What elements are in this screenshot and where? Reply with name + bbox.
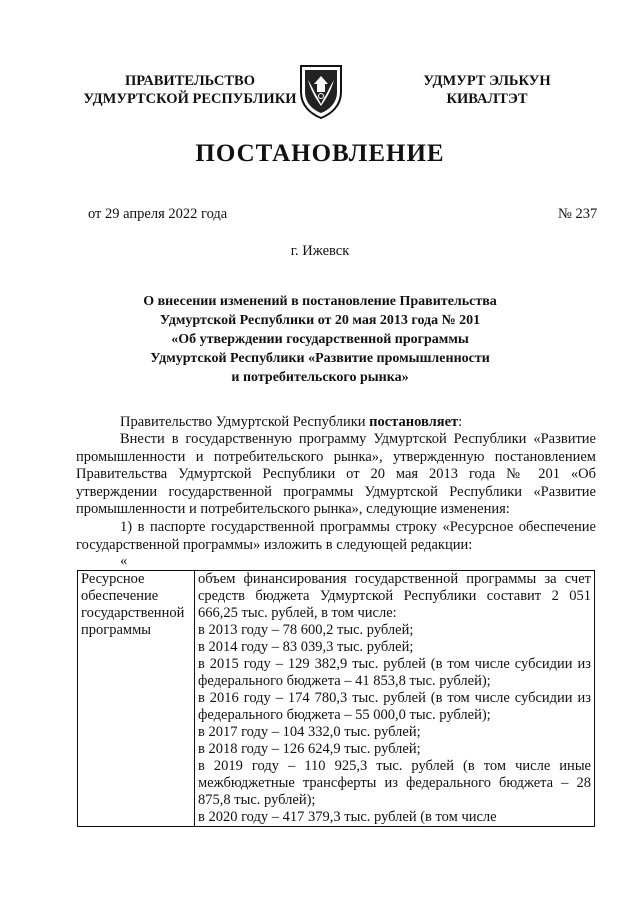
government-name-ru bbox=[60, 72, 320, 108]
government-name-udm-line2: КИВАЛТЭТ bbox=[446, 91, 528, 107]
table-line: в 2017 году – 104 332,0 тыс. рублей; bbox=[198, 724, 421, 740]
resolution-keyword: постановляет bbox=[369, 414, 459, 430]
table-line: в 2014 году – 83 039,3 тыс. рублей; bbox=[198, 639, 414, 655]
document-city: г. Ижевск bbox=[290, 243, 350, 259]
subject-line: О внесении изменений в постановление Правительства bbox=[143, 294, 497, 309]
document-number: № 237 bbox=[558, 206, 598, 222]
subject-line: и потребительского рынка» bbox=[231, 370, 409, 385]
document-subject bbox=[60, 292, 580, 387]
resolution-colon: : bbox=[458, 414, 463, 430]
government-name-udm bbox=[392, 72, 582, 108]
government-name-line1: ПРАВИТЕЛЬСТВО bbox=[125, 73, 255, 89]
document-date: от 29 апреля 2022 года bbox=[88, 206, 228, 222]
table-line: в 2015 году – 129 382,9 тыс. рублей (в том числе субсидии из федерального бюджета – 41 853,8 тыс. рублей); bbox=[198, 656, 591, 689]
quote-open: « bbox=[120, 553, 128, 569]
table-row bbox=[78, 571, 595, 827]
resolution-paragraph bbox=[76, 414, 596, 432]
table-cell-label: Ресурсное обеспечение государственной программы bbox=[78, 571, 195, 827]
table-line: в 2013 году – 78 600,2 тыс. рублей; bbox=[198, 622, 414, 638]
table-line: в 2016 году – 174 780,3 тыс. рублей (в том числе субсидии из федерального бюджета – 55 000,0 тыс. рублей); bbox=[198, 690, 591, 723]
coat-of-arms-icon bbox=[298, 62, 344, 120]
table-line: объем финансирования государственной программы за счет средств бюджета Удмуртской Республики составит 2 051 666,25 тыс. рублей, в том числе: bbox=[198, 571, 591, 621]
table-line: в 2019 году – 110 925,3 тыс. рублей (в том числе иные межбюджетные трансферты из федерального бюджета – 28 875,8 тыс. рублей); bbox=[198, 758, 591, 808]
resource-table bbox=[77, 570, 595, 827]
subject-line: Удмуртской Республики «Развитие промышленности bbox=[150, 351, 490, 366]
subject-line: Удмуртской Республики от 20 мая 2013 года № 201 bbox=[159, 313, 481, 328]
table-cell-content bbox=[195, 571, 595, 827]
table-line: в 2020 году – 417 379,3 тыс. рублей (в том числе bbox=[198, 809, 497, 825]
item-1-paragraph: 1) в паспорте государственной программы строку «Ресурсное обеспечение государственной программы» изложить в следующей редакции: bbox=[76, 519, 596, 553]
government-name-udm-line1: УДМУРТ ЭЛЬКУН bbox=[423, 73, 551, 89]
government-name-line2: УДМУРТСКОЙ РЕСПУБЛИКИ bbox=[83, 91, 297, 107]
resolution-text: Правительство Удмуртской Республики bbox=[120, 414, 370, 430]
amendment-paragraph: Внести в государственную программу Удмуртской Республики «Развитие промышленности и потребительского рынка», утвержденную постановлением Правительства Удмуртской Республики от 20 мая 2013 года № 201 «Об утверждении государственной программы Удмуртской Республики «Развитие промышленности и потребительского рынка», следующие изменения: bbox=[76, 431, 596, 517]
document-title: ПОСТАНОВЛЕНИЕ bbox=[195, 140, 445, 167]
subject-line: «Об утверждении государственной программы bbox=[171, 332, 469, 347]
table-line: в 2018 году – 126 624,9 тыс. рублей; bbox=[198, 741, 421, 757]
